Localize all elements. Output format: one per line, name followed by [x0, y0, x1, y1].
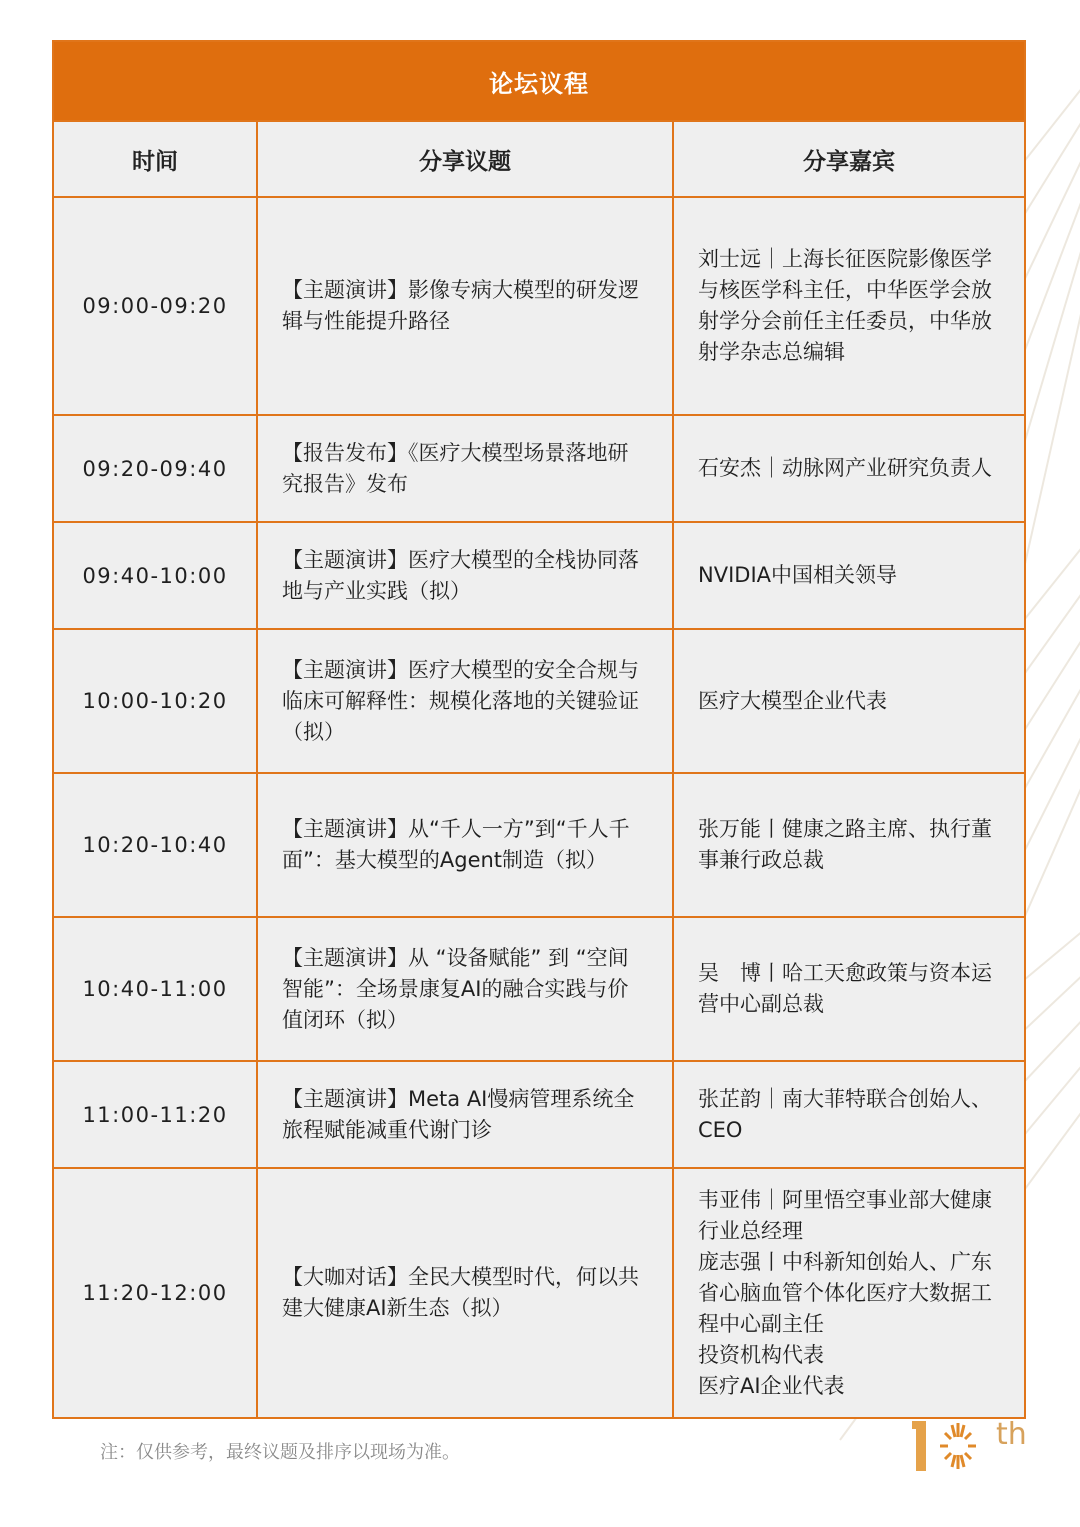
topic-cell: 【主题演讲】从 “设备赋能” 到 “空间智能”：全场景康复AI的融合实践与价值闭环（拟）: [257, 917, 673, 1061]
topic-cell: 【主题演讲】影像专病大模型的研发逻辑与性能提升路径: [257, 197, 673, 415]
topic-cell: 【报告发布】《医疗大模型场景落地研究报告》发布: [257, 415, 673, 522]
speaker-line: 医疗大模型企业代表: [698, 688, 887, 713]
header-topic: 分享议题: [257, 121, 673, 197]
table-row: [53, 629, 1025, 773]
speaker-cell: [673, 629, 1025, 773]
header-speaker: 分享嘉宾: [673, 121, 1025, 197]
speaker-line: 刘士远｜上海长征医院影像医学与核医学科主任，中华医学会放射学分会前任主任委员，中华放射学杂志总编辑: [698, 247, 992, 364]
table-row: [53, 917, 1025, 1061]
footnote: 注：仅供参考，最终议题及排序以现场为准。: [100, 1442, 460, 1463]
table-row: [53, 522, 1025, 629]
speaker-line: 投资机构代表: [698, 1342, 824, 1367]
time-cell: 10:20-10:40: [53, 773, 257, 917]
table-row: [53, 197, 1025, 415]
speaker-line: 石安杰｜动脉网产业研究负责人: [698, 456, 992, 480]
time-cell: 11:20-12:00: [53, 1168, 257, 1418]
topic-cell: 【主题演讲】医疗大模型的安全合规与临床可解释性：规模化落地的关键验证（拟）: [257, 629, 673, 773]
speaker-cell: [673, 522, 1025, 629]
table-row: [53, 1061, 1025, 1168]
time-cell: 09:20-09:40: [53, 415, 257, 522]
table-row: [53, 1168, 1025, 1418]
agenda-title: 论坛议程: [53, 41, 1025, 121]
speaker-cell: [673, 197, 1025, 415]
speaker-cell: [673, 1061, 1025, 1168]
logo-suffix: th: [996, 1417, 1027, 1452]
time-cell: 10:40-11:00: [53, 917, 257, 1061]
topic-cell: 【大咖对话】全民大模型时代，何以共建大健康AI新生态（拟）: [257, 1168, 673, 1418]
topic-cell: 【主题演讲】从“千人一方”到“千人千面”：基大模型的Agent制造（拟）: [257, 773, 673, 917]
speaker-cell: [673, 773, 1025, 917]
speaker-line: 张芷韵｜南大菲特联合创始人、CEO: [698, 1086, 992, 1142]
speaker-line: 吴 博丨哈工天愈政策与资本运营中心副总裁: [698, 961, 992, 1016]
header-row: [53, 121, 1025, 197]
time-cell: 11:00-11:20: [53, 1061, 257, 1168]
time-cell: 09:40-10:00: [53, 522, 257, 629]
table-row: [53, 415, 1025, 522]
speaker-cell: [673, 1168, 1025, 1418]
time-cell: 10:00-10:20: [53, 629, 257, 773]
speaker-line: NVIDIA中国相关领导: [698, 563, 897, 587]
speaker-cell: [673, 415, 1025, 522]
speaker-line: 张万能丨健康之路主席、执行董事兼行政总裁: [698, 817, 992, 872]
speaker-cell: [673, 917, 1025, 1061]
topic-cell: 【主题演讲】Meta AI慢病管理系统全旅程赋能减重代谢门诊: [257, 1061, 673, 1168]
speaker-line: 庞志强丨中科新知创始人、广东省心脑血管个体化医疗大数据工程中心副主任: [698, 1249, 992, 1336]
time-cell: 09:00-09:20: [53, 197, 257, 415]
header-time: 时间: [53, 121, 257, 197]
table-row: [53, 773, 1025, 917]
speaker-line: 医疗AI企业代表: [698, 1373, 845, 1398]
agenda-table: [52, 40, 1026, 1419]
topic-cell: 【主题演讲】医疗大模型的全栈协同落地与产业实践（拟）: [257, 522, 673, 629]
speaker-line: 韦亚伟｜阿里悟空事业部大健康行业总经理: [698, 1187, 992, 1243]
